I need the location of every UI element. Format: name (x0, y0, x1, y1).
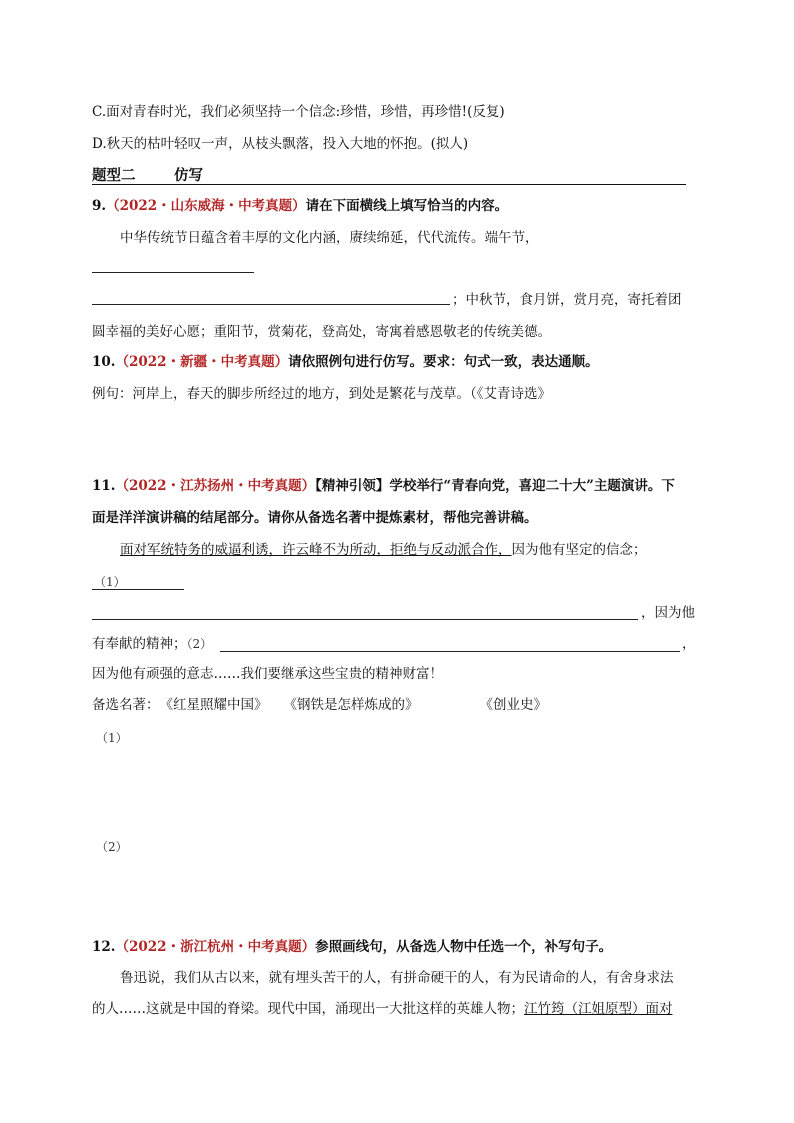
q9-line1: 中华传统节日蕴含着丰厚的文化内涵，赓续绵延，代代流传。端午节， (120, 230, 539, 246)
option-d: D.秋天的枯叶轻叹一声，从枝头飘落，投入大地的怀抱。(拟人) (92, 136, 469, 152)
q11-answer-blank-2[interactable] (220, 651, 680, 652)
option-c: C.面对青春时光，我们必须坚持一个信念:珍惜，珍惜，再珍惜!(反复) (92, 104, 505, 120)
q11-blank2-label: （2） (186, 637, 213, 651)
q9-prompt: 请在下面横线上填写恰当的内容。 (305, 198, 509, 214)
q11-underlined-sentence: 面对军统特务的威逼利诱，许云峰不为所动，拒绝与反动派合作， (120, 542, 512, 558)
q11-line4: 因为他有顽强的意志……我们要继承这些宝贵的精神财富！ (92, 666, 443, 682)
q12-prompt: 参照画线句，从备选人物中任选一个，补写句子。 (315, 939, 613, 955)
q11-book-3: 《创业史》 (479, 697, 547, 713)
q11-after-blank1: ，因为他 (641, 605, 695, 621)
q12-line2-rest: 的人……这就是中国的脊梁。现代中国，涌现出一大批这样的英雄人物； (92, 1001, 524, 1017)
q12-line1: 鲁迅说，我们从古以来，就有埋头苦干的人，有拼命硬干的人，有为民请命的人，有舍身求法 (120, 970, 674, 986)
q9-line3: 圆幸福的美好心愿；重阳节，赏菊花，登高处，寄寓着感恩敬老的传统美德。 (92, 324, 551, 340)
q12-line2 (92, 999, 673, 1019)
q11-answer-blank-1b[interactable] (92, 619, 638, 620)
q11-answer-1-label: （1） (96, 731, 128, 745)
q11-books-label: 备选名著： (92, 697, 160, 713)
q11-line1-rest: 因为他有坚定的信念； (511, 542, 647, 558)
q10-prompt: 请依照例句进行仿写。要求：句式一致，表达通顺。 (288, 354, 599, 370)
q11-line3-text: 有奉献的精神； (92, 636, 187, 652)
section-heading (92, 164, 686, 185)
q11-number: 11. (92, 478, 116, 494)
q10-heading (92, 352, 599, 372)
q11-heading (92, 476, 675, 496)
section-title: 仿写 (174, 167, 203, 184)
q9-after-blank: ；中秋节，食月饼，赏月亮，寄托着团 (452, 292, 682, 308)
q11-prompt-b: 面是洋洋演讲稿的结尾部分。请你从备选名著中提炼素材，帮他完善讲稿。 (92, 510, 538, 526)
q9-heading (92, 196, 508, 216)
q12-source: （2022・浙江杭州・中考真题） (115, 939, 316, 955)
section-label: 题型二 (92, 167, 136, 184)
q11-prompt-a: 【精神引领】学校举行“青春向党，喜迎二十大”主题演讲。下 (315, 478, 675, 494)
q10-number: 10. (92, 354, 116, 370)
q11-answer-blank-1a[interactable] (92, 589, 184, 590)
q11-line3 (92, 634, 212, 654)
q10-example: 例句：河岸上，春天的脚步所经过的地方，到处是繁花与茂草。（《艾青诗选》 (92, 386, 551, 402)
q9-number: 9. (92, 198, 107, 214)
q11-after-blank2: ， (682, 636, 696, 652)
q10-source: （2022・新疆・中考真题） (115, 354, 289, 370)
q9-answer-blank-2[interactable] (92, 304, 450, 305)
q11-answer-2-label: （2） (96, 840, 128, 854)
q11-books-line (92, 695, 547, 715)
q11-book-2: 《钢铁是怎样炼成的》 (283, 697, 419, 713)
q11-source: （2022・江苏扬州・中考真题） (115, 478, 316, 494)
q12-underlined-sentence: 江竹筠（江姐原型）面对 (524, 1001, 673, 1017)
q11-line1 (120, 540, 647, 560)
q9-source: （2022・山东威海・中考真题） (106, 198, 306, 214)
q11-book-1: 《红星照耀中国》 (159, 697, 268, 713)
q12-number: 12. (92, 939, 116, 955)
q12-heading (92, 937, 612, 957)
q9-answer-blank-1[interactable] (92, 272, 254, 273)
q11-blank1-label: （1） (94, 575, 126, 589)
